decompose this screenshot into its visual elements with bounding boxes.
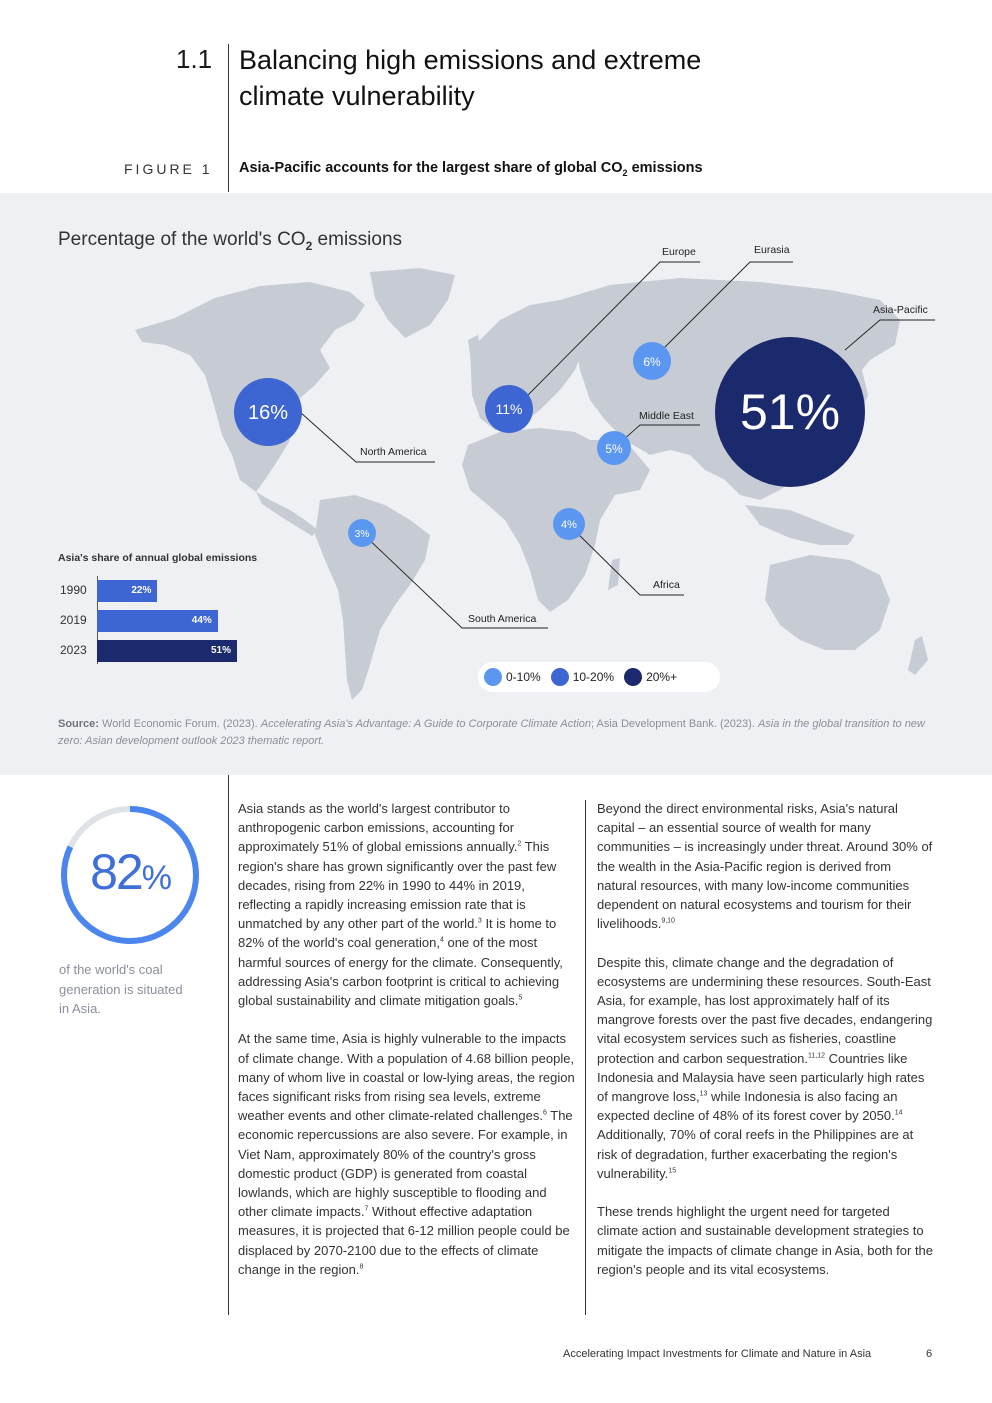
bubble-value-eurasia: 6% <box>643 355 661 369</box>
stat-number: 82 <box>90 844 142 900</box>
col1-paragraph-1 <box>238 799 578 1010</box>
legend-label-low: 0-10% <box>506 670 541 684</box>
col2-p2-text-b: Countries like Indonesia and Malaysia have seen particularly high rates of mangrove loss, <box>597 1050 925 1105</box>
footnote-ref: 11,12 <box>808 1052 826 1060</box>
stat-unit: % <box>141 859 170 897</box>
region-label-asia-pacific: Asia-Pacific <box>873 304 928 316</box>
legend-item-high <box>624 668 677 686</box>
footnote-ref: 7 <box>364 1205 369 1213</box>
map-title-post: emissions <box>312 229 403 250</box>
map-title-sub: 2 <box>305 238 313 253</box>
region-label-africa: Africa <box>653 579 680 591</box>
col2-paragraph-3: These trends highlight the urgent need for targeted climate action and sustainable development strategies to mitigate the impacts of climate change in Asia, both for the region's people and its vital ecosystems. <box>597 1204 934 1277</box>
greenland-shape <box>370 268 455 338</box>
map-title-pre: Percentage of the world's CO <box>58 229 306 250</box>
bubble-value-middle-east: 5% <box>605 442 623 456</box>
legend-item-mid <box>551 668 614 686</box>
col1-p1-text-c: It is home to 82% of the world's coal generation, <box>238 916 557 951</box>
body-divider-left <box>228 775 229 1315</box>
footnote-ref: 14 <box>894 1109 903 1117</box>
stat-description: of the world's coal generation is situated in Asia. <box>59 962 183 1016</box>
figure-title-pre: Asia-Pacific accounts for the largest share of global CO <box>239 160 623 176</box>
map-legend <box>478 662 720 692</box>
col1-p2-text-b: The economic repercussions are also severe. For example, in Viet Nam, approximately 80% of the country's gross domestic product (GDP) is generated from coastal lowlands, which are highly susceptible to flooding and other climate impacts. <box>238 1108 573 1220</box>
footnote-ref: 5 <box>518 994 523 1002</box>
bar-chart-title: Asia's share of annual global emissions <box>58 552 258 564</box>
bubble-value-north-america: 16% <box>247 402 289 424</box>
australia-shape <box>765 555 890 650</box>
new-zealand-shape <box>908 636 928 675</box>
figure-label: FIGURE 1 <box>124 161 213 177</box>
bar-1990: 22% <box>97 580 157 602</box>
bar-2019: 44% <box>97 610 218 632</box>
source-text-2: ; Asia Development Bank. (2023). <box>591 718 758 730</box>
legend-label-mid: 10-20% <box>572 670 615 684</box>
footnote-ref: 4 <box>439 937 444 945</box>
legend-dot-high <box>624 668 642 686</box>
col2-p1-text-a: Beyond the direct environmental risks, Asia's natural capital – an essential source of wealth for many communities – is increasingly under threat. Around 30% of the wealth in the Asia-Pacific region is derived from natural resources, with many low-income communities dependent on natural ecosystems and tourism for their livelihoods. <box>597 801 933 932</box>
legend-item-low <box>484 668 541 686</box>
source-italic-1: Accelerating Asia's Advantage: A Guide to Corporate Climate Action <box>260 718 591 730</box>
central-america-shape <box>256 492 318 536</box>
region-label-middle-east: Middle East <box>639 410 694 422</box>
source-label: Source: <box>58 718 99 730</box>
footnote-ref: 3 <box>477 917 482 925</box>
col2-paragraph-2 <box>597 953 933 1183</box>
page-number: 6 <box>926 1348 933 1360</box>
body-column-2 <box>597 799 933 1298</box>
legend-dot-mid <box>551 668 569 686</box>
legend-dot-low <box>484 668 502 686</box>
body-column-1 <box>238 799 578 1298</box>
bar-year-label: 2023 <box>60 643 87 657</box>
bubble-value-europe: 11% <box>495 401 523 417</box>
footnote-ref: 2 <box>517 841 522 849</box>
legend-label-high: 20%+ <box>646 670 678 684</box>
col2-p2-text-d: Additionally, 70% of coral reefs in the Philippines are at risk of degradation, further exacerbating the region's vulnerability. <box>597 1127 914 1181</box>
bubble-value-africa: 4% <box>561 519 577 531</box>
footnote-ref: 8 <box>359 1263 364 1271</box>
source-text-1: World Economic Forum. (2023). <box>98 718 261 730</box>
figure-title-sub: 2 <box>622 167 628 178</box>
region-label-europe: Europe <box>662 246 696 258</box>
region-label-eurasia: Eurasia <box>754 244 790 256</box>
header-divider <box>228 44 229 192</box>
col1-p2-text-a: At the same time, Asia is highly vulnerable to the impacts of climate change. With a population of 4.68 billion people, many of whom live in coastal or low-lying areas, the region faces significant risks from rising sea levels, extreme weather events and other climate-related challenges. <box>238 1031 575 1124</box>
footer-title: Accelerating Impact Investments for Climate and Nature in Asia <box>563 1348 872 1360</box>
col2-p2-text-c: while Indonesia is also facing an expected decline of 48% of its forest cover by 2050. <box>597 1089 898 1124</box>
figure-source <box>58 716 938 750</box>
bubble-value-asia-pacific: 51% <box>739 384 841 440</box>
figure-title-post: emissions <box>627 160 703 176</box>
col1-p2-text-c: Without effective adaptation measures, it is projected that 6-12 million people could be displaced by 2070-2100 due to the effects of climate change in the region. <box>238 1204 570 1277</box>
bar-year-label: 1990 <box>60 583 87 597</box>
stat-value <box>60 843 200 901</box>
body-divider-right <box>585 800 586 1315</box>
col1-p1-text-a: Asia stands as the world's largest contributor to anthropogenic carbon emissions, accounting for approximately 51% of global emissions annually. <box>238 801 518 855</box>
col2-paragraph-1 <box>597 799 933 933</box>
bar-year-label: 2019 <box>60 613 87 627</box>
col1-p1-text-d: one of the most harmful sources of energy for the climate. Consequently, addressing Asia's carbon footprint is critical to achieving global sustainability and climate mitigation goals. <box>238 935 563 1009</box>
region-label-north-america: North America <box>360 446 427 458</box>
se-asia-islands-shape <box>745 505 855 545</box>
region-label-south-america: South America <box>468 613 537 625</box>
col1-paragraph-2 <box>238 1029 578 1279</box>
footnote-ref: 9,10 <box>661 917 675 925</box>
figure-title <box>239 160 703 178</box>
footnote-ref: 15 <box>668 1167 677 1175</box>
bar-2023: 51% <box>97 640 237 662</box>
source-italic-2: Asia in the global transition to new zero: Asian development outlook 2023 thematic report. <box>58 718 925 747</box>
bubble-value-south-america: 3% <box>354 529 370 540</box>
footnote-ref: 13 <box>699 1090 708 1098</box>
section-number: 1.1 <box>176 44 213 74</box>
section-title: Balancing high emissions and extreme climate vulnerability <box>239 45 702 111</box>
footnote-ref: 6 <box>542 1109 547 1117</box>
col1-p1-text-b: This region's share has grown significantly over the past few decades, rising from 22% in 1990 to 44% in 2019, reflecting a rapidly increasing emission rate that is unmatched by any other part of the world. <box>238 839 557 932</box>
col2-p2-text-a: Despite this, climate change and the degradation of ecosystems are undermining these resources. South-East Asia, for example, has lost approximately half of its mangrove forests over the past five decades, endangering vital ecosystem services such as fisheries, coastline protection and carbon sequestration. <box>597 954 933 1066</box>
